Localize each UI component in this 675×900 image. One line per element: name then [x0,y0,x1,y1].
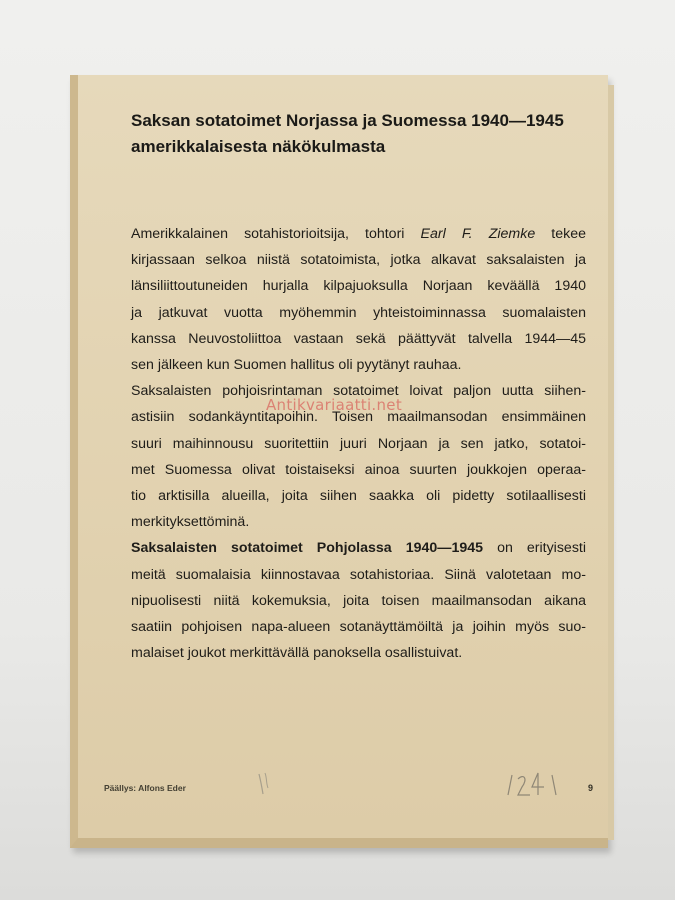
handwritten-note-icon [488,765,588,805]
book-back-cover [70,75,608,848]
text-segment: Amerikkalainen sotahistorioitsija, tohtori [131,226,421,242]
paragraph-2-line-1: Saksalaisten pohjoisrintaman sotatoimet loivat paljon uutta siihen- [131,383,586,400]
paragraph-3-line-5: malaiset joukot merkittävällä panoksella osallistuivat. [131,645,463,662]
paragraph-2-line-6: merkityksettöminä. [131,514,250,531]
paragraph-2-line-3: suuri maihinnousu suoritettiin juuri Norjaan ja sen jatko, sotatoi- [131,435,586,452]
paragraph-2-line-2: astisiin sodankäyntitapoihin. Toisen maailmansodan ensimmäinen [131,409,586,426]
paragraph-3-line-1 [131,535,586,561]
pencil-mark-icon [253,770,283,798]
paragraph-1-line-5: kanssa Neuvostoliittoa vastaan sekä päättyvät talvella 1944—45 [131,330,586,347]
paragraph-1-line-3: länsiliittoutuneiden hurjalla kilpajuoksulla Norjaan keväällä 1940 [131,278,586,295]
paragraph-2-line-5: tio arktisilla alueilla, joita siihen saakka oli pidetty sotilaallisesti [131,488,586,505]
text-segment: tekee [535,226,587,242]
paragraph-1-line-2: kirjassaan selkoa niistä sotatoimista, jotka alkavat saksalaisten ja [131,252,586,269]
cover-heading [131,108,591,160]
paragraph-3-line-3: nipuolisesti niitä kokemuksia, joita toisen maailmansodan aikana [131,592,586,609]
cover-design-credit: Päällys: Alfons Eder [104,783,186,793]
heading-line-1: Saksan sotatoimet Norjassa ja Suomessa 1940—1945 [131,111,564,130]
paragraph-1-line-6: sen jälkeen kun Suomen hallitus oli pyytänyt rauhaa. [131,357,462,374]
heading-line-2: amerikkalaisesta näkökulmasta [131,137,386,156]
book-title-bold: Saksalaisten sotatoimet Pohjolassa 1940—1945 [131,540,484,557]
paragraph-3-line-2: meitä suomalaisia kiinnostavaa sotahistoriaa. Siinä valotetaan mo- [131,566,586,583]
text-segment: on erityisesti [483,540,587,557]
paragraph-2-line-4: met Suomessa olivat toistaiseksi ainoa suurten joukkojen operaa- [131,461,586,478]
paragraph-1-line-1 [131,221,586,247]
paragraph-1-line-4: ja jatkuvat vuotta myöhemmin yhteistoiminnassa suomalaisten [131,304,586,321]
blurb-text [131,221,586,666]
author-name: Earl F. Ziemke [420,226,536,242]
paragraph-3-line-4: saatiin pohjoisen napa-alueen sotanäyttämöiltä ja joihin myös suo- [131,619,586,636]
page-number: 9 [588,783,594,793]
watermark: Antikvariaatti.net [266,396,403,414]
